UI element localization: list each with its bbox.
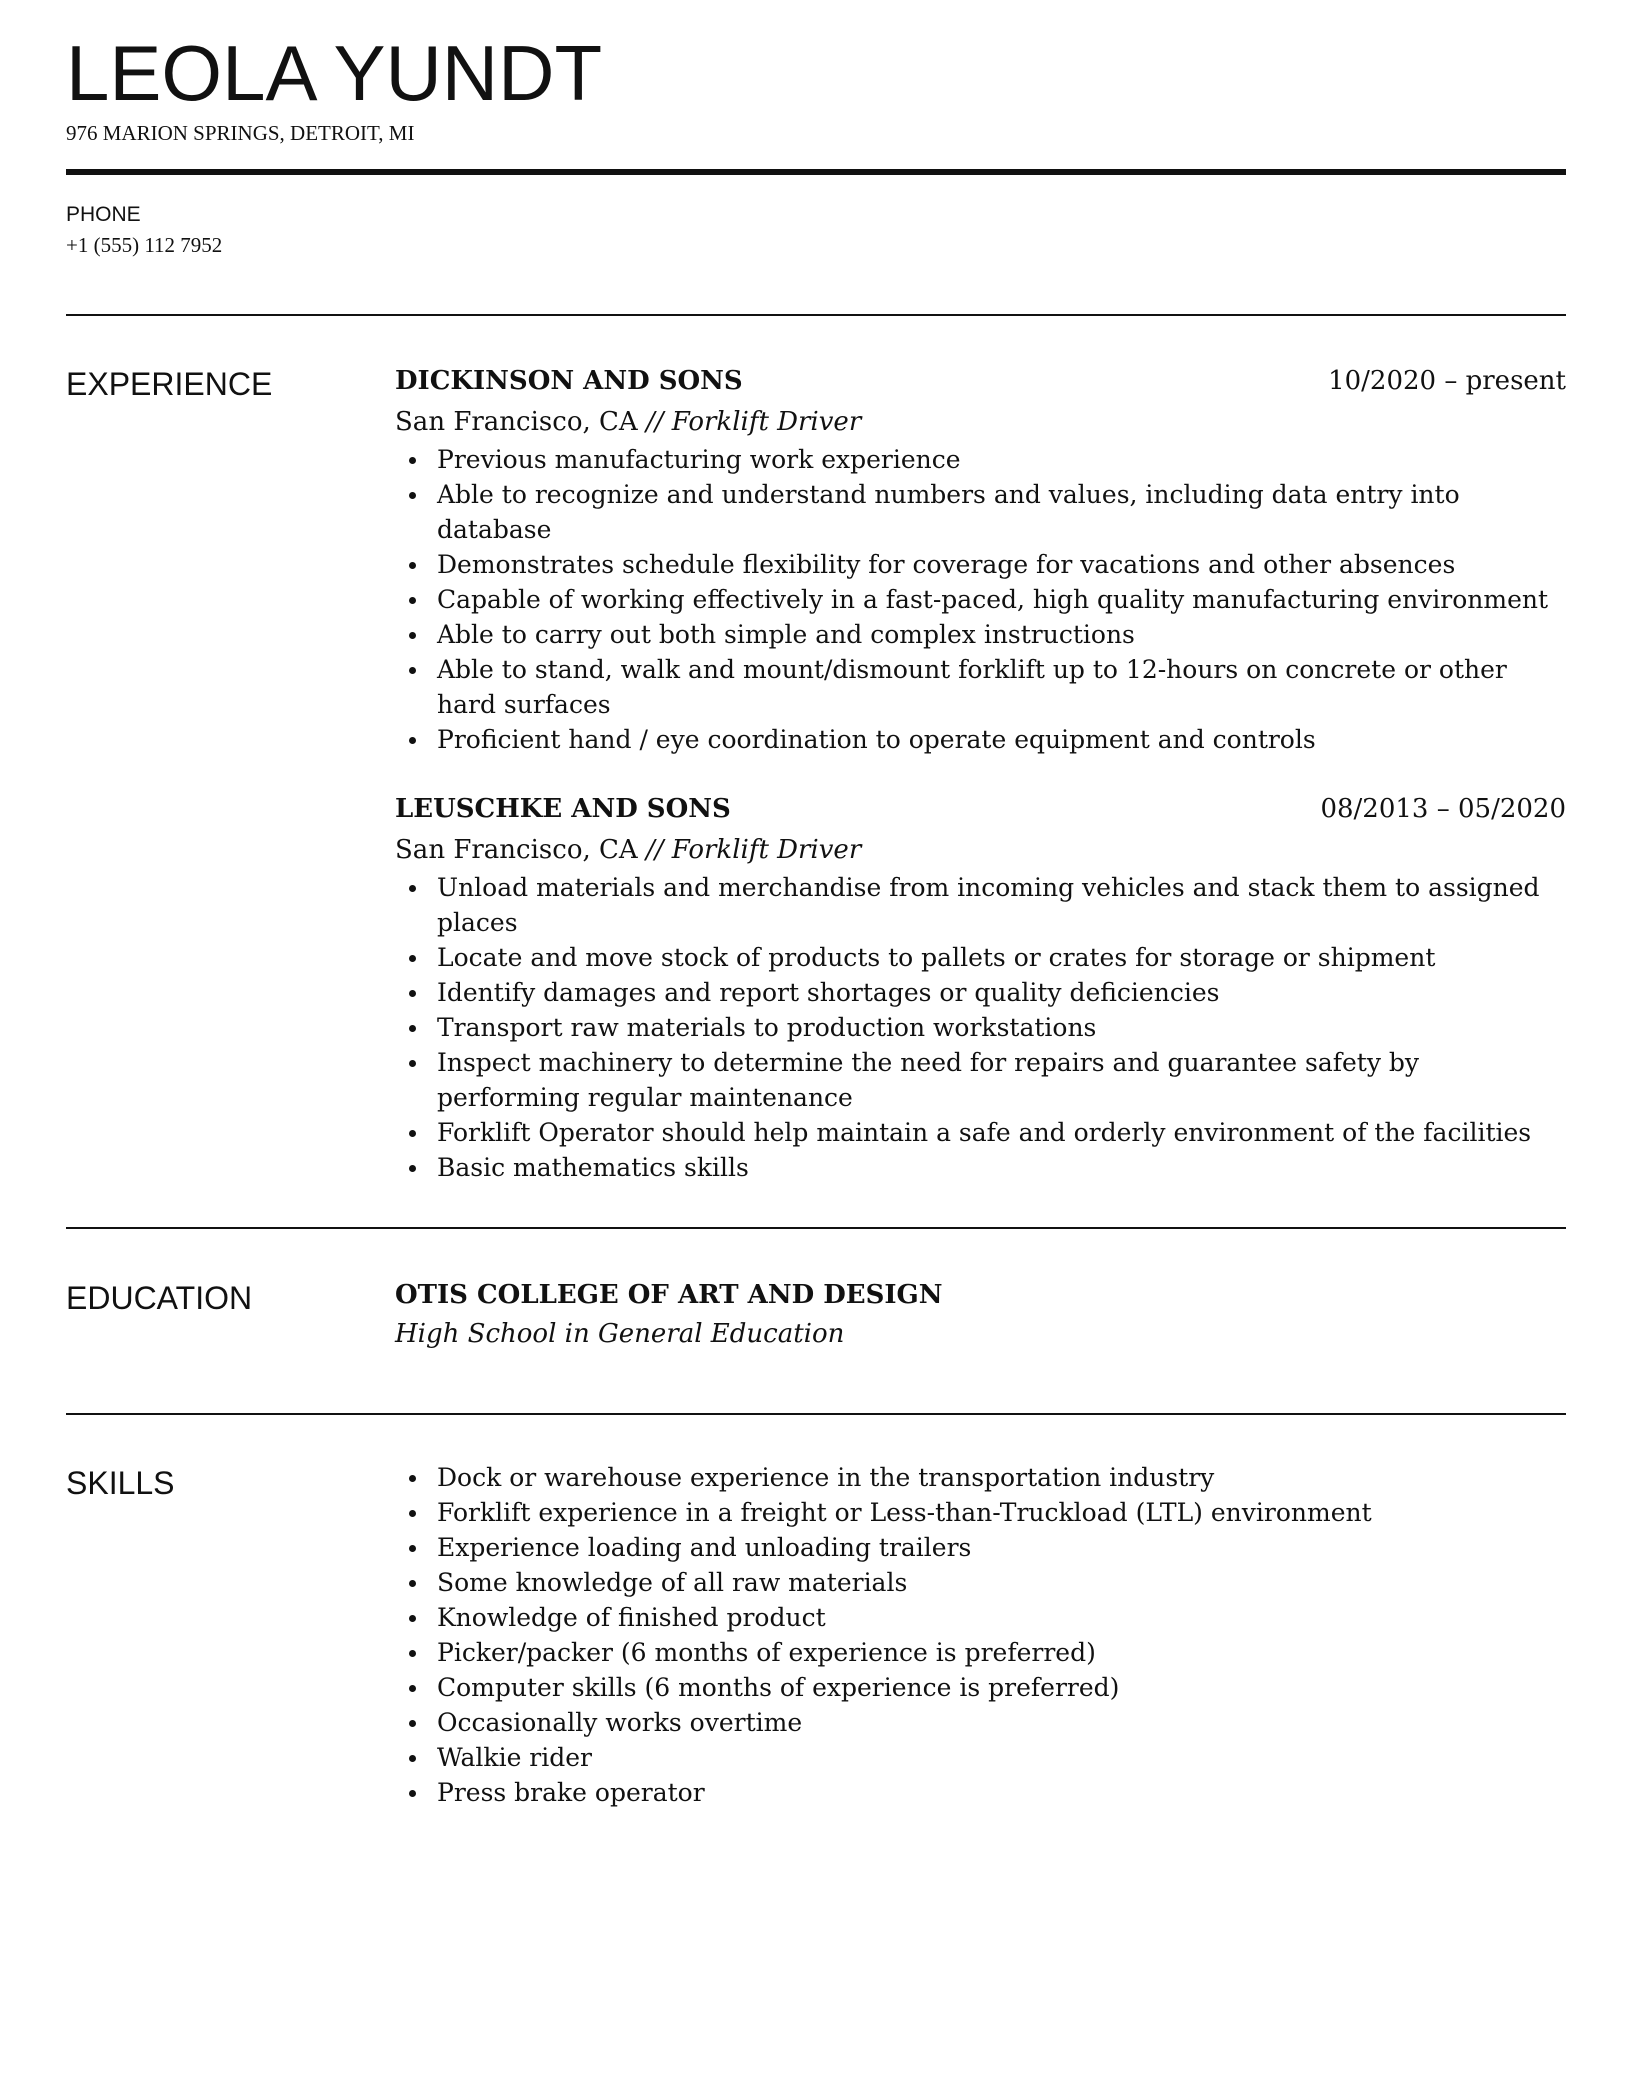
candidate-name: LEOLA YUNDT <box>66 29 603 117</box>
section-divider <box>66 314 1566 316</box>
list-item: Press brake operator <box>437 1775 1566 1810</box>
list-item: Previous manufacturing work experience <box>437 442 1566 477</box>
job-role: Forklift Driver <box>671 835 862 865</box>
phone-label: PHONE <box>66 203 141 226</box>
list-item: Picker/packer (6 months of experience is preferred) <box>437 1635 1566 1670</box>
section-divider <box>66 1227 1566 1229</box>
education-school: OTIS COLLEGE OF ART AND DESIGN <box>395 1280 943 1310</box>
list-item: Locate and move stock of products to pallets or crates for storage or shipment <box>437 940 1566 975</box>
candidate-address: 976 MARION SPRINGS, DETROIT, MI <box>66 121 415 145</box>
experience-section-title: EXPERIENCE <box>66 366 273 402</box>
list-item: Dock or warehouse experience in the transportation industry <box>437 1460 1566 1495</box>
list-item: Unload materials and merchandise from incoming vehicles and stack them to assigned places <box>437 870 1566 940</box>
job-entry <box>395 362 1566 757</box>
job-duties-list <box>395 870 1566 1185</box>
job-company: DICKINSON AND SONS <box>395 366 743 396</box>
skills-section-title: SKILLS <box>66 1465 175 1501</box>
job-header <box>395 790 1566 830</box>
list-item: Occasionally works overtime <box>437 1705 1566 1740</box>
section-divider <box>66 1413 1566 1415</box>
job-header <box>395 362 1566 402</box>
list-item: Able to recognize and understand numbers and values, including data entry into database <box>437 477 1566 547</box>
list-item: Able to stand, walk and mount/dismount forklift up to 12-hours on concrete or other hard surfaces <box>437 652 1566 722</box>
list-item: Transport raw materials to production workstations <box>437 1010 1566 1045</box>
list-item: Inspect machinery to determine the need for repairs and guarantee safety by performing regular maintenance <box>437 1045 1566 1115</box>
job-separator: // <box>645 407 664 437</box>
list-item: Demonstrates schedule flexibility for coverage for vacations and other absences <box>437 547 1566 582</box>
list-item: Knowledge of finished product <box>437 1600 1566 1635</box>
list-item: Computer skills (6 months of experience is preferred) <box>437 1670 1566 1705</box>
list-item: Proficient hand / eye coordination to operate equipment and controls <box>437 722 1566 757</box>
skills-list <box>395 1460 1566 1810</box>
skills-entry <box>395 1460 1566 1810</box>
job-subline <box>395 402 1566 442</box>
list-item: Forklift Operator should help maintain a safe and orderly environment of the facilities <box>437 1115 1566 1150</box>
education-entry <box>395 1276 1566 1354</box>
job-dates: 08/2013 – 05/2020 <box>1320 794 1566 824</box>
education-section-title: EDUCATION <box>66 1280 253 1316</box>
job-dates: 10/2020 – present <box>1328 366 1566 396</box>
list-item: Basic mathematics skills <box>437 1150 1566 1185</box>
job-duties-list <box>395 442 1566 757</box>
job-company: LEUSCHKE AND SONS <box>395 794 731 824</box>
list-item: Experience loading and unloading trailers <box>437 1530 1566 1565</box>
education-degree: High School in General Education <box>395 1319 845 1349</box>
list-item: Identify damages and report shortages or quality deficiencies <box>437 975 1566 1010</box>
job-separator: // <box>645 835 664 865</box>
job-location: San Francisco, CA <box>395 835 638 865</box>
list-item: Able to carry out both simple and complex instructions <box>437 617 1566 652</box>
list-item: Walkie rider <box>437 1740 1566 1775</box>
header-divider <box>66 169 1566 175</box>
job-subline <box>395 830 1566 870</box>
job-role: Forklift Driver <box>671 407 862 437</box>
job-entry <box>395 790 1566 1185</box>
phone-number: +1 (555) 112 7952 <box>66 233 223 257</box>
list-item: Some knowledge of all raw materials <box>437 1565 1566 1600</box>
job-location: San Francisco, CA <box>395 407 638 437</box>
list-item: Capable of working effectively in a fast-paced, high quality manufacturing environment <box>437 582 1566 617</box>
list-item: Forklift experience in a freight or Less-than-Truckload (LTL) environment <box>437 1495 1566 1530</box>
